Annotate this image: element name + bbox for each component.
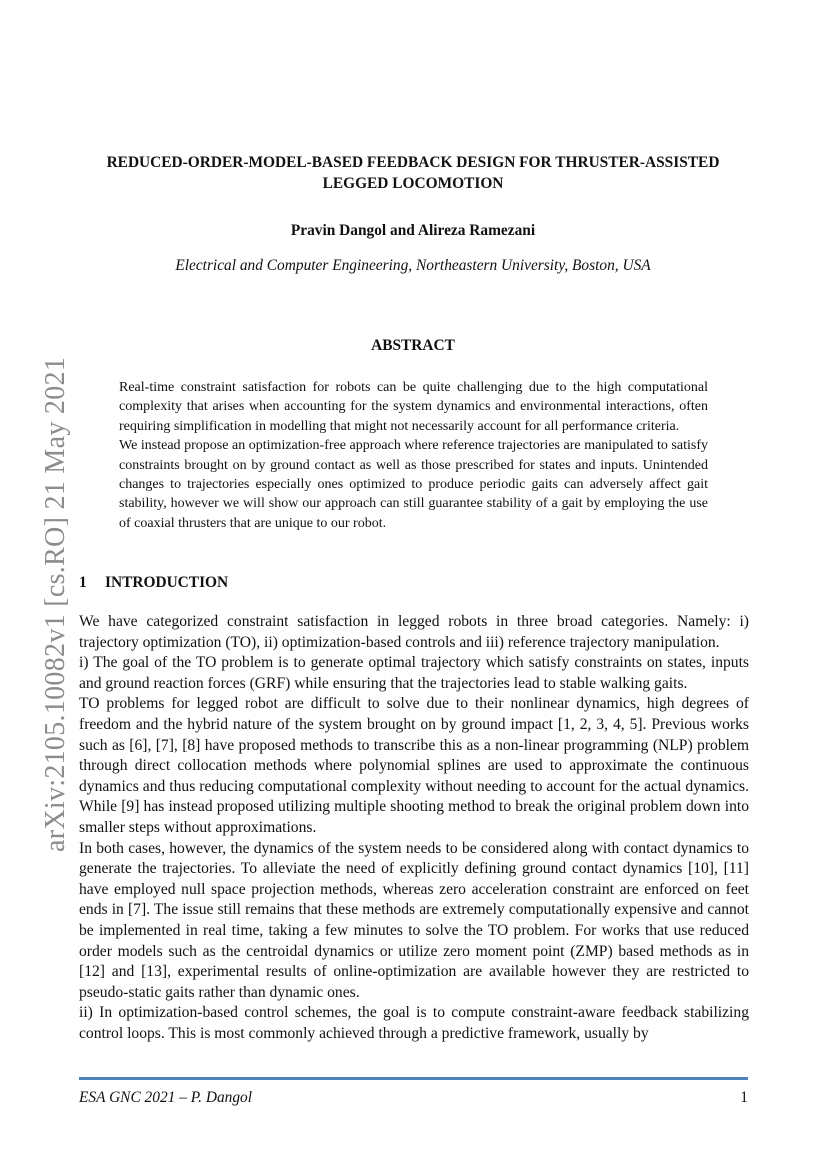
affiliation: Electrical and Computer Engineering, Northeastern University, Boston, USA (175, 257, 651, 274)
footer-venue: ESA GNC 2021 – P. Dangol (79, 1089, 253, 1106)
body-paragraph: In both cases, however, the dynamics of the system needs to be considered along with contact dynamics to generate the trajectories. To alleviate the need of explicitly defining ground contact dynamics [10], [11] have employed null space projection methods, whereas zero acceleration constraint are enforced on feet ends in [7]. The issue still remains that these methods are extremely computationally expensive and cannot be implemented in real time, taking a few minutes to solve the TO problem. For works that use reduced order models such as the centroidal dynamics or utilize zero moment point (ZMP) based methods as in [12] and [13], experimental results of online-optimization are available however they are restricted to pseudo-static gaits rather than dynamic ones. (79, 839, 749, 1001)
body-paragraph: We have categorized constraint satisfaction in legged robots in three broad categories. Namely: i) trajectory optimization (TO), ii) optimization-based controls and iii) reference trajectory manipulation. (79, 613, 749, 651)
page-number: 1 (740, 1089, 748, 1106)
section-number: 1 (79, 574, 87, 591)
footer-rule (79, 1077, 748, 1080)
abstract-paragraph: Real-time constraint satisfaction for robots can be quite challenging due to the high computational complexity that arises when accounting for the system dynamics and environmental interactions, often requiring simplification in modelling that might not necessarily account for all performance criteria. (119, 380, 708, 434)
section-heading (79, 574, 749, 592)
paper-title (78, 152, 748, 194)
title-line: REDUCED-ORDER-MODEL-BASED FEEDBACK DESIGN FOR THRUSTER-ASSISTED (106, 154, 720, 171)
body-paragraph: TO problems for legged robot are difficult to solve due to their nonlinear dynamics, high degrees of freedom and the hybrid nature of the system brought on by ground impact [1, 2, 3, 4, 5]. Previous works such as [6], [7], [8] have proposed methods to transcribe this as a non-linear programming (NLP) problem through direct collocation methods where polynomial splines are used to approximate the continuous dynamics and thus reducing computational complexity without needing to account for the actual dynamics. While [9] has instead proposed utilizing multiple shooting method to break the original problem down into smaller steps without approximations. (79, 695, 749, 836)
title-line: LEGGED LOCOMOTION (322, 175, 504, 192)
abstract-paragraph: We instead propose an optimization-free approach where reference trajectories are manipulated to satisfy constraints brought on by ground contact as well as those prescribed for states and inputs. Unintended changes to trajectories especially ones optimized to produce periodic gaits can adversely affect gait stability, however we will show our approach can still guarantee stability of a gait by employing the use of coaxial thrusters that are unique to our robot. (119, 438, 708, 531)
body-paragraph: i) The goal of the TO problem is to generate optimal trajectory which satisfy constraints on states, inputs and ground reaction forces (GRF) while ensuring that the trajectories lead to stable walking gaits. (79, 654, 749, 692)
body-paragraph: ii) In optimization-based control schemes, the goal is to compute constraint-aware feedback stabilizing control loops. This is most commonly achieved through a predictive framework, usually by (79, 1004, 749, 1042)
authors: Pravin Dangol and Alireza Ramezani (290, 222, 536, 239)
abstract-heading: ABSTRACT (371, 337, 455, 354)
section-title: INTRODUCTION (105, 574, 229, 591)
introduction-body (79, 612, 749, 1044)
arxiv-sidebar (20, 352, 71, 852)
abstract-body (119, 378, 708, 533)
arxiv-identifier: arXiv:2105.10082v1 [cs.RO] 21 May 2021 (40, 356, 71, 852)
